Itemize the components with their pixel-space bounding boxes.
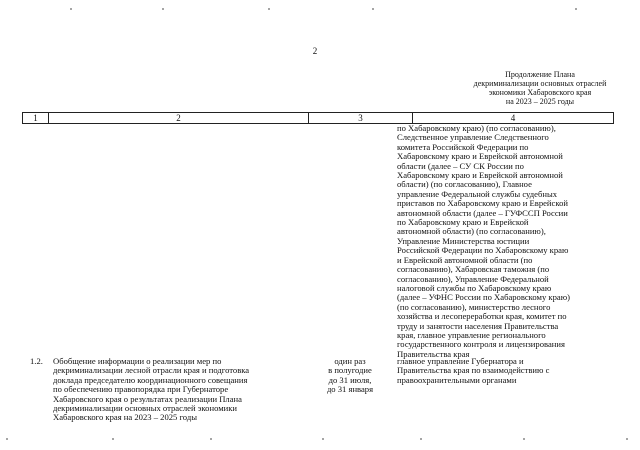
- executor-line: правоохранительными органами: [397, 374, 517, 385]
- heading-line: Продолжение Плана: [505, 70, 575, 79]
- description-line: Хабаровского края о результатах реализации Плана: [53, 393, 242, 404]
- scan-speck: [210, 438, 212, 440]
- column-number-1: 1: [23, 113, 49, 123]
- executor-line: главное управление Губернатора и: [397, 356, 524, 366]
- executor-line: согласованию), Хабаровская таможня (по: [397, 264, 550, 275]
- scan-speck: [268, 8, 270, 10]
- scan-speck: [372, 8, 374, 10]
- deadline-line: в полугодие: [328, 365, 372, 376]
- deadline-line: до 31 июля,: [328, 374, 372, 385]
- deadline-line: до 31 января: [326, 384, 374, 395]
- executor-line: государственного контроля и лицензирования: [397, 339, 565, 350]
- page-number: 2: [312, 46, 318, 56]
- heading-line: на 2023 – 2025 годы: [505, 97, 575, 106]
- description-line: Хабаровского края на 2023 – 2025 годы: [53, 412, 197, 423]
- executor-line: Правительства края: [397, 348, 470, 359]
- column-number-4: 4: [510, 113, 516, 123]
- scan-speck: [112, 438, 114, 440]
- scan-speck: [523, 438, 525, 440]
- executor-line: согласованию), Управление Федеральной: [397, 273, 549, 284]
- executor-line: (далее – УФНС России по Хабаровскому краю): [397, 292, 570, 303]
- row-description: [53, 357, 313, 423]
- executor-line: по Хабаровскому краю) (по согласованию),: [397, 123, 556, 133]
- continuation-heading: [440, 70, 640, 106]
- scan-speck: [70, 8, 72, 10]
- row-deadline: [305, 357, 395, 395]
- description-line: декриминализации лесной отрасли края и подготовка: [53, 365, 250, 376]
- heading-line: декриминализации основных отраслей: [473, 79, 607, 88]
- description-line: по обеспечению правопорядка при Губернаторе: [53, 384, 229, 395]
- executor-line: приставов по Хабаровскому краю и Еврейской: [397, 198, 568, 209]
- scan-speck: [322, 438, 324, 440]
- executor-line: Хабаровскому краю и Еврейской автономной: [397, 170, 563, 181]
- heading-line: экономики Хабаровского края: [488, 88, 592, 97]
- scan-speck: [162, 8, 164, 10]
- executor-line: хозяйства и лесопереработки края, комитет по: [397, 311, 567, 322]
- scan-speck: [626, 438, 628, 440]
- executor-line: области (далее – СУ СК России по: [397, 160, 524, 171]
- executor-line: по Хабаровскому краю и Еврейской: [397, 217, 529, 228]
- description-line: Обобщение информации о реализации мер по: [53, 356, 222, 366]
- executor-line: края, главное управление регионального: [397, 329, 546, 340]
- executor-line: автономной области (далее – ГУФССП России: [397, 207, 568, 218]
- scan-speck: [420, 438, 422, 440]
- executor-line: (по согласованию), министерство лесного: [397, 301, 551, 312]
- executor-line: Управление Министерства юстиции: [397, 235, 530, 246]
- row-number: 1.2.: [30, 356, 43, 366]
- column-number-3: 3: [309, 113, 413, 123]
- previous-row-executors: [397, 124, 627, 359]
- executor-line: управление Федеральной службы судебных: [397, 188, 558, 199]
- row-executors: [397, 357, 627, 385]
- column-number-2: 2: [49, 113, 309, 123]
- executor-line: комитета Российской Федерации по: [397, 141, 529, 152]
- executor-line: области) (по согласованию), Главное: [397, 179, 532, 190]
- executor-line: Следственное управление Следственного: [397, 132, 549, 143]
- description-line: декриминализации основных отраслей экономики: [53, 403, 238, 414]
- executor-line: Российской Федерации по Хабаровскому краю: [397, 245, 569, 256]
- description-line: доклада председателю координационного совещания: [53, 374, 248, 385]
- scan-speck: [6, 438, 8, 440]
- executor-line: труду и занятости населения Правительства: [397, 320, 559, 331]
- executor-line: Хабаровскому краю и Еврейской автономной: [397, 151, 563, 162]
- executor-line: налоговой службы по Хабаровскому краю: [397, 282, 552, 293]
- executor-line: и Еврейской автономной области (по: [397, 254, 533, 265]
- scan-speck: [575, 8, 577, 10]
- deadline-line: один раз: [334, 356, 366, 366]
- executor-line: Правительства края по взаимодействию с: [397, 365, 550, 376]
- executor-line: автономной области) (по согласованию),: [397, 226, 546, 237]
